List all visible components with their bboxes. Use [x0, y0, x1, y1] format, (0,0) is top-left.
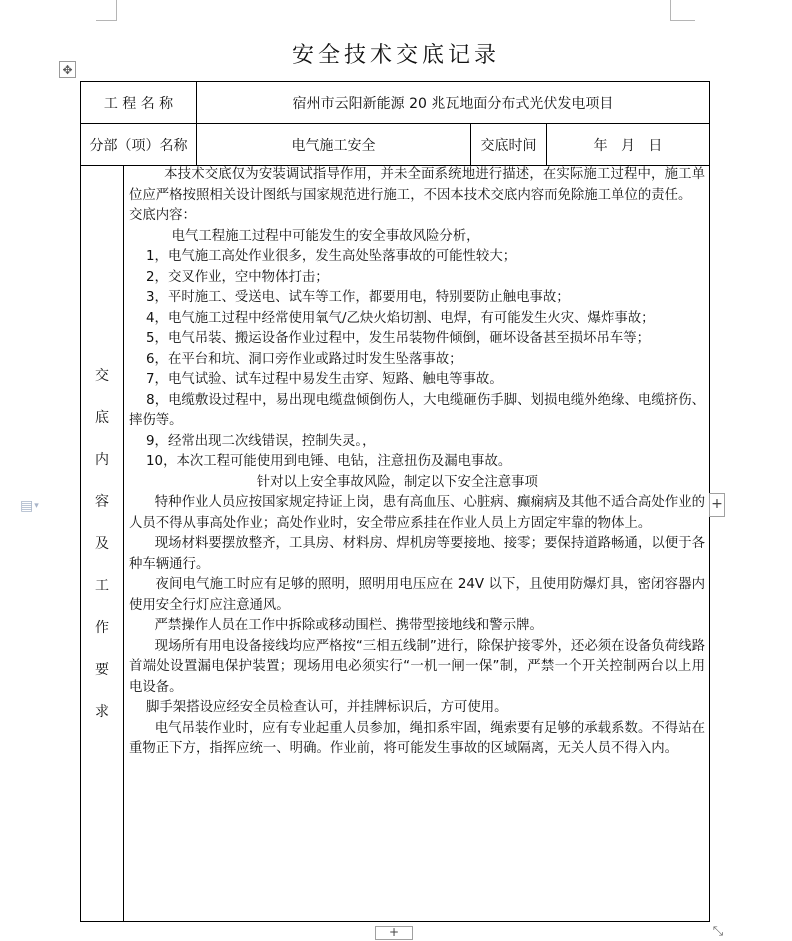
- disclosure-content-cell[interactable]: [124, 166, 710, 922]
- content-row: [81, 166, 710, 922]
- section-name-label: 分部（项）名称: [81, 124, 197, 166]
- document-icon[interactable]: ▤▾: [20, 498, 39, 514]
- requirements-vertical-label: [81, 166, 124, 922]
- page-corner-marker-right: [670, 0, 695, 21]
- safety-disclosure-table: [80, 81, 710, 922]
- resize-icon[interactable]: ⤡: [712, 924, 724, 939]
- project-name-label: 工 程 名 称: [81, 82, 197, 124]
- add-column-plus-icon[interactable]: +: [709, 493, 725, 517]
- move-handle-icon[interactable]: ✥: [59, 61, 76, 78]
- vertical-char: 交: [95, 367, 109, 384]
- vertical-char: 底: [95, 409, 109, 426]
- project-row: [81, 82, 710, 124]
- page-corner-marker-left: [96, 0, 117, 21]
- chevron-down-icon[interactable]: ▾: [34, 501, 39, 511]
- section-name-value[interactable]: 电气施工安全: [197, 124, 471, 166]
- add-row-plus-icon[interactable]: +: [375, 926, 413, 940]
- disclosure-content-text[interactable]: 本技术交底仅为安装调试指导作用，并未全面系统地进行描述，在实际施工过程中，施工单位应严格按照相关设计图纸与国家规范进行施工，不因本技术交底内容而免除施工单位的责任。 交底内容： 电气工程施工过程中可能发生的安全事故风险分析， 1，电气施工高处作业很多，发生高处坠落事故的可能性较大； 2，交叉作业，空中物体打击； 3，平时施工、受送电、试车等工作，都要用电，特别要防止触电事故； 4，电气施工过程中经常使用氧气/乙炔火焰切割、电焊，有可能发生火灾、爆炸事故； 5，电气吊装、搬运设备作业过程中，发生吊装物件倾倒，砸坏设备甚至损坏吊车等； 6，在平台和坑、洞口旁作业或路过时发生坠落事故； 7，电气试验、试车过程中易发生击穿、短路、触电等事故。 8，电缆敷设过程中，易出现电缆盘倾倒伤人，大电缆砸伤手脚、划损电缆外绝缘、电缆挤伤、摔伤等。 9，经常出现二次线错误，控制失灵。， 10，本次工程可能使用到电锤、电钻，注意扭伤及漏电事故。 针对以上安全事故风险，制定以下安全注意事项 特种作业人员应按国家规定持证上岗，患有高血压、心脏病、癫痫病及其他不适合高处作业的人员不得从事高处作业；高处作业时，安全带应系挂在作业人员上方固定牢靠的物体上。 现场材料要摆放整齐，工具房、材料房、焊机房等要接地、接零；要保持道路畅通，以便于各种车辆通行。 夜间电气施工时应有足够的照明，照明用电压应在 24V 以下，且使用防爆灯具，密闭容器内使用安全行灯应注意通风。 严禁操作人员在工作中拆除或移动围栏、携带型接地线和警示牌。 现场所有用电设备接线均应严格按“三相五线制”进行，除保护接零外，还必须在设备负荷线路首端处设置漏电保护装置；现场用电必须实行“一机一闸一保”制，严禁一个开关控制两台以上用电设备。 脚手架搭设应经安全员检查认可，并挂牌标识后，方可使用。 电气吊装作业时，应有专业起重人员参加，绳扣系牢固，绳索要有足够的承载系数。不得站在重物正下方，指挥应统一、明确。作业前，将可能发生事故的区域隔离，无关人员不得入内。: [129, 167, 706, 756]
- vertical-char: 要: [95, 661, 109, 678]
- vertical-char: 内: [95, 451, 109, 468]
- project-name-value[interactable]: 宿州市云阳新能源 20 兆瓦地面分布式光伏发电项目: [197, 82, 710, 124]
- document-title: 安全技术交底记录: [291, 43, 500, 68]
- disclosure-date-value[interactable]: 年 月 日: [547, 124, 710, 166]
- disclosure-date-label: 交底时间: [471, 124, 547, 166]
- vertical-char: 作: [95, 619, 109, 636]
- vertical-char: 工: [95, 577, 109, 594]
- section-row: [81, 124, 710, 166]
- vertical-char: 容: [95, 493, 109, 510]
- vertical-char: 及: [95, 535, 109, 552]
- vertical-char: 求: [95, 703, 109, 720]
